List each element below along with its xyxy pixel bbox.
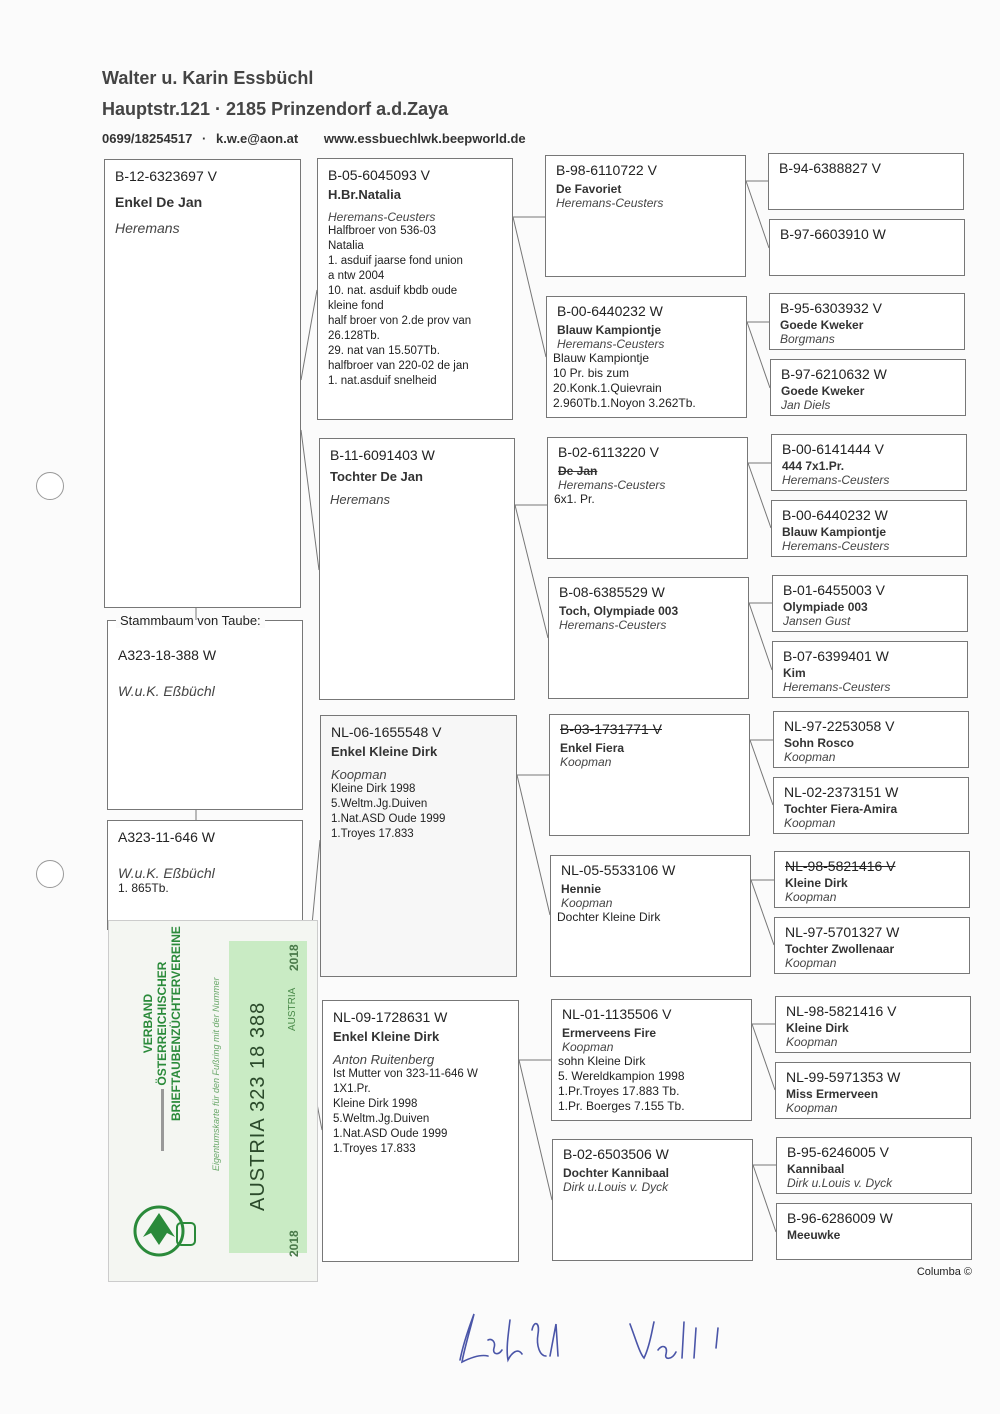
org-line: BRIEFTAUBENZÜCHTERVEREINE — [169, 926, 183, 1121]
card-year-top: 2018 — [287, 944, 301, 971]
parent-name: Enkel Kleine Dirk — [333, 1029, 440, 1044]
great-grandparent-name: Tochter Fiera-Amira — [784, 802, 898, 816]
note-line: 1.Troyes 17.833 — [333, 1143, 416, 1155]
great-grandparent-ring: NL-98-5821416 V — [786, 1003, 897, 1019]
note-line: 1. nat.asduif snelheid — [328, 375, 437, 387]
contact-separator: · — [202, 131, 207, 146]
note-line: 10 Pr. bis zum — [553, 366, 630, 380]
note-line: 6x1. Pr. — [554, 492, 595, 506]
note-line: Halfbroer von 536-03 — [328, 225, 437, 237]
great-grandparent-breeder: Jan Diels — [781, 398, 831, 412]
grandparent-breeder: Koopman — [562, 1040, 614, 1054]
grandparent-ring: NL-01-1135506 V — [562, 1006, 672, 1022]
handwritten-signature — [440, 1300, 780, 1380]
great-grandparent-breeder: Heremans-Ceusters — [782, 473, 890, 487]
parent-name: H.Br.Natalia — [328, 187, 401, 202]
great-grandparent-breeder: Heremans-Ceusters — [783, 680, 891, 694]
card-ownership-note: Eigentumskarte für den Fußring mit der Nummer — [211, 977, 221, 1171]
grandparent-breeder: Dirk u.Louis v. Dyck — [563, 1180, 669, 1194]
grandparent-ring: B-00-6440232 W — [557, 303, 663, 319]
great-grandparent-name: Blauw Kampiontje — [782, 525, 887, 539]
phone-number: 0699/18254517 — [102, 131, 193, 146]
great-grandparent-breeder: Dirk u.Louis v. Dyck — [787, 1176, 893, 1190]
great-grandparent-name: Goede Kweker — [780, 318, 864, 332]
grandparent-ring: B-08-6385529 W — [559, 584, 665, 600]
great-grandparent-ring: B-95-6246005 V — [787, 1144, 889, 1160]
great-grandparent-breeder: Jansen Gust — [783, 614, 851, 628]
pigeon-logo-icon — [131, 1199, 201, 1259]
subject-ring: B-12-6323697 V — [115, 168, 217, 184]
great-grandparent-ring: NL-02-2373151 W — [784, 784, 899, 800]
great-grandparent-breeder: Koopman — [785, 890, 837, 904]
parent-breeder: Koopman — [331, 767, 387, 782]
note-line: Kleine Dirk 1998 — [331, 783, 416, 795]
note-line: 1. asduif jaarse fond union — [328, 255, 463, 267]
great-grandparent-name: Goede Kweker — [781, 384, 865, 398]
connector-gen1-1 — [513, 217, 546, 357]
pigeon-2-owner: W.u.K. Eßbüchl — [118, 865, 215, 881]
grandparent-ring: B-02-6503506 W — [563, 1146, 669, 1162]
note-line: 10. nat. asduif kbdb oude — [328, 285, 458, 297]
great-grandparent-name: Kim — [783, 666, 806, 680]
grandparent-name: De Jan — [558, 464, 598, 478]
grandparent-ring: B-03-1731771 V — [560, 721, 662, 737]
connector-gen1-2 — [515, 505, 548, 638]
owner-address: Hauptstr.121 · 2185 Prinzendorf a.d.Zaya — [102, 99, 449, 119]
note-line: Natalia — [328, 240, 364, 252]
card-country: AUSTRIA — [287, 987, 298, 1031]
note-line: half broer von 2.de prov van — [328, 315, 472, 327]
footer-copyright: Columba © — [916, 1266, 972, 1278]
parent-breeder: Heremans-Ceusters — [328, 210, 436, 224]
subject-breeder: Heremans — [115, 220, 180, 236]
great-grandparent-name: 444 7x1.Pr. — [782, 459, 845, 473]
grandparent-name: Toch, Olympiade 003 — [559, 604, 679, 618]
card-clip — [161, 1089, 164, 1151]
pigeon-1-owner: W.u.K. Eßbüchl — [118, 683, 215, 699]
grandparent-breeder: Heremans-Ceusters — [557, 337, 665, 351]
connector-gen1-3 — [517, 775, 550, 915]
parent-ring: NL-06-1655548 V — [331, 724, 442, 740]
note-line: 1.Troyes 17.833 — [331, 828, 414, 840]
great-grandparent-name: Miss Ermerveen — [786, 1087, 879, 1101]
great-grandparent-name: Meeuwke — [787, 1228, 841, 1242]
great-grandparent-ring: B-94-6388827 V — [779, 160, 881, 176]
connector-gen1-4 — [519, 1060, 552, 1200]
great-grandparent-ring: NL-97-5701327 W — [785, 924, 900, 940]
org-line: VERBAND — [141, 993, 155, 1054]
pigeon-1-ring: A323-18-388 W — [118, 647, 217, 663]
grandparent-breeder: Koopman — [561, 896, 613, 910]
owner-name: Walter u. Karin Essbüchl — [102, 68, 314, 88]
great-grandparent-breeder: Koopman — [784, 750, 836, 764]
great-grandparent-ring: B-95-6303932 V — [780, 300, 882, 316]
grandparent-breeder: Koopman — [560, 755, 612, 769]
note-line: halfbroer van 220-02 de jan — [328, 360, 469, 372]
note-line: 1X1.Pr. — [333, 1083, 371, 1095]
note-line: 1.Pr. Boerges 7.155 Tb. — [558, 1099, 685, 1113]
parent-ring: NL-09-1728631 W — [333, 1009, 448, 1025]
great-grandparent-breeder: Koopman — [786, 1101, 838, 1115]
ring-ownership-card — [108, 920, 318, 1282]
grandparent-name: De Favoriet — [556, 182, 622, 196]
great-grandparent-breeder: Heremans-Ceusters — [782, 539, 890, 553]
note-line: 1.Nat.ASD Oude 1999 — [331, 813, 446, 825]
note-line: Blauw Kampiontje — [553, 351, 650, 365]
note-line: 26.128Tb. — [328, 330, 380, 342]
parent-breeder: Anton Ruitenberg — [333, 1052, 435, 1067]
parent-name: Enkel Kleine Dirk — [331, 744, 438, 759]
grandparent-ring: NL-05-5533106 W — [561, 862, 676, 878]
note-line: a ntw 2004 — [328, 270, 385, 282]
great-grandparent-ring: NL-99-5971353 W — [786, 1069, 901, 1085]
parent-ring: B-11-6091403 W — [330, 447, 435, 463]
stammbaum-label: Stammbaum von Taube: — [116, 613, 265, 628]
subject-name: Enkel De Jan — [115, 194, 203, 210]
grandparent-breeder: Heremans-Ceusters — [559, 618, 667, 632]
great-grandparent-breeder: Borgmans — [780, 332, 835, 346]
note-line: 20.Konk.1.Quievrain — [553, 381, 662, 395]
note-line: Dochter Kleine Dirk — [557, 910, 661, 924]
parent-ring: B-05-6045093 V — [328, 167, 430, 183]
card-ring-number: AUSTRIA 323 18 388 — [247, 1001, 269, 1211]
great-grandparent-name: Kannibaal — [787, 1162, 845, 1176]
great-grandparent-ring: B-97-6210632 W — [781, 366, 887, 382]
great-grandparent-name: Tochter Zwollenaar — [785, 942, 895, 956]
great-grandparent-name: Kleine Dirk — [786, 1021, 849, 1035]
great-grandparent-ring: B-00-6141444 V — [782, 441, 884, 457]
grandparent-name: Ermerveens Fire — [562, 1026, 657, 1040]
great-grandparent-ring: B-01-6455003 V — [783, 582, 885, 598]
note-line: 1.Nat.ASD Oude 1999 — [333, 1128, 448, 1140]
great-grandparent-breeder: Koopman — [785, 956, 837, 970]
connector-gen2 — [746, 181, 776, 1232]
great-grandparent-name: Sohn Rosco — [784, 736, 855, 750]
note-line: 2.960Tb.1.Noyon 3.262Tb. — [553, 396, 696, 410]
grandparent-name: Dochter Kannibaal — [563, 1166, 670, 1180]
great-grandparent-name: Kleine Dirk — [785, 876, 848, 890]
great-grandparent-ring: B-00-6440232 W — [782, 507, 888, 523]
card-year-bottom: 2018 — [287, 1230, 301, 1257]
parent-breeder: Heremans — [330, 492, 390, 507]
great-grandparent-ring: NL-97-2253058 V — [784, 718, 895, 734]
note-line: 5.Weltm.Jg.Duiven — [331, 798, 428, 810]
grandparent-name: Hennie — [561, 882, 602, 896]
note-line: 29. nat van 15.507Tb. — [328, 345, 440, 357]
grandparent-ring: B-02-6113220 V — [558, 444, 659, 460]
note-line: 5. Wereldkampion 1998 — [558, 1069, 685, 1083]
great-grandparent-name: Olympiade 003 — [783, 600, 868, 614]
great-grandparent-ring: B-07-6399401 W — [783, 648, 889, 664]
grandparent-breeder: Heremans-Ceusters — [558, 478, 666, 492]
website-link[interactable]: www.essbuechlwk.beepworld.de — [323, 131, 526, 146]
great-grandparent-ring: B-96-6286009 W — [787, 1210, 893, 1226]
note-line: Ist Mutter von 323-11-646 W — [333, 1068, 478, 1080]
note-line: 5.Weltm.Jg.Duiven — [333, 1113, 430, 1125]
grandparent-name: Blauw Kampiontje — [557, 323, 662, 337]
great-grandparent-ring: NL-98-5821416 V — [785, 858, 896, 874]
grandparent-ring: B-98-6110722 V — [556, 162, 657, 178]
org-line: ÖSTERREICHISCHER — [155, 961, 169, 1086]
note-line: sohn Kleine Dirk — [558, 1054, 646, 1068]
note-line: Kleine Dirk 1998 — [333, 1098, 418, 1110]
pigeon-2-ring: A323-11-646 W — [118, 829, 216, 845]
note-line: kleine fond — [328, 300, 384, 312]
great-grandparent-breeder: Koopman — [786, 1035, 838, 1049]
great-grandparent-ring: B-97-6603910 W — [780, 226, 886, 242]
email-link[interactable]: k.w.e@aon.at — [215, 131, 299, 146]
grandparent-name: Enkel Fiera — [560, 741, 625, 755]
pigeon-2-note: 1. 865Tb. — [118, 881, 169, 895]
parent-name: Tochter De Jan — [330, 469, 423, 484]
grandparent-breeder: Heremans-Ceusters — [556, 196, 664, 210]
great-grandparent-breeder: Koopman — [784, 816, 836, 830]
note-line: 1.Pr.Troyes 17.883 Tb. — [558, 1084, 680, 1098]
